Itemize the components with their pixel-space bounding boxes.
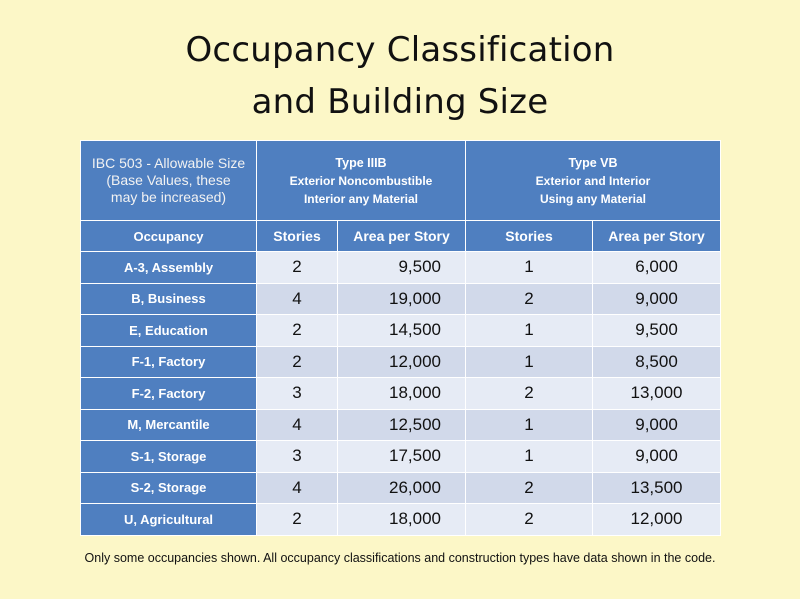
- area-vb-cell: 12,000: [593, 504, 721, 536]
- table-row: [81, 315, 721, 347]
- area-vb-cell: 8,500: [593, 346, 721, 378]
- type-iiib-desc: Interior any Material: [303, 191, 419, 206]
- corner-line: may be increased): [110, 189, 227, 205]
- table-row: [81, 252, 721, 284]
- area-vb-cell: 9,000: [593, 441, 721, 473]
- stories-vb-cell: 1: [466, 346, 593, 378]
- occupancy-cell: E, Education: [81, 315, 257, 347]
- type-vb-desc: Exterior and Interior: [535, 173, 651, 188]
- column-header-area-vb: Area per Story: [593, 221, 721, 252]
- table-row: [81, 378, 721, 410]
- table-header-row: [81, 141, 721, 221]
- stories-vb-cell: 1: [466, 252, 593, 284]
- occupancy-cell: A-3, Assembly: [81, 252, 257, 284]
- column-header-stories-iiib: Stories: [257, 221, 338, 252]
- table-body: [81, 252, 721, 536]
- table-row: [81, 472, 721, 504]
- stories-iiib-cell: 2: [257, 252, 338, 284]
- area-iiib-cell: 26,000: [338, 472, 466, 504]
- area-iiib-cell: 18,000: [338, 378, 466, 410]
- occupancy-cell: F-2, Factory: [81, 378, 257, 410]
- stories-vb-cell: 2: [466, 283, 593, 315]
- table-row: [81, 346, 721, 378]
- area-vb-cell: 9,000: [593, 409, 721, 441]
- type-iiib-name: Type IIIB: [335, 155, 387, 170]
- stories-vb-cell: 1: [466, 315, 593, 347]
- area-vb-cell: 9,500: [593, 315, 721, 347]
- area-iiib-cell: 14,500: [338, 315, 466, 347]
- slide-title-line-1: Occupancy Classification: [185, 30, 615, 70]
- stories-iiib-cell: 4: [257, 472, 338, 504]
- occupancy-cell: U, Agricultural: [81, 504, 257, 536]
- stories-iiib-cell: 4: [257, 409, 338, 441]
- table-corner-caption: [81, 141, 257, 221]
- occupancy-cell: S-2, Storage: [81, 472, 257, 504]
- column-header-stories-vb: Stories: [466, 221, 593, 252]
- stories-iiib-cell: 3: [257, 378, 338, 410]
- table-row: [81, 409, 721, 441]
- occupancy-cell: B, Business: [81, 283, 257, 315]
- type-iiib-header: [257, 141, 466, 221]
- table-row: [81, 504, 721, 536]
- type-iiib-desc: Exterior Noncombustible: [289, 173, 433, 188]
- table-row: [81, 441, 721, 473]
- column-header-area-iiib: Area per Story: [338, 221, 466, 252]
- table-row: [81, 283, 721, 315]
- area-vb-cell: 6,000: [593, 252, 721, 284]
- stories-iiib-cell: 2: [257, 346, 338, 378]
- occupancy-cell: S-1, Storage: [81, 441, 257, 473]
- column-header-row: [81, 221, 721, 252]
- stories-iiib-cell: 3: [257, 441, 338, 473]
- area-iiib-cell: 19,000: [338, 283, 466, 315]
- stories-vb-cell: 2: [466, 504, 593, 536]
- area-vb-cell: 13,500: [593, 472, 721, 504]
- stories-iiib-cell: 2: [257, 504, 338, 536]
- area-vb-cell: 9,000: [593, 283, 721, 315]
- stories-iiib-cell: 2: [257, 315, 338, 347]
- area-iiib-cell: 9,500: [338, 252, 466, 284]
- column-header-occupancy: Occupancy: [81, 221, 257, 252]
- occupancy-cell: M, Mercantile: [81, 409, 257, 441]
- corner-line: (Base Values, these: [106, 172, 231, 188]
- area-iiib-cell: 12,500: [338, 409, 466, 441]
- area-vb-cell: 13,000: [593, 378, 721, 410]
- type-vb-desc: Using any Material: [539, 191, 647, 206]
- stories-vb-cell: 1: [466, 441, 593, 473]
- stories-vb-cell: 2: [466, 472, 593, 504]
- occupancy-cell: F-1, Factory: [81, 346, 257, 378]
- area-iiib-cell: 17,500: [338, 441, 466, 473]
- area-iiib-cell: 18,000: [338, 504, 466, 536]
- slide-title-line-2: and Building Size: [251, 82, 549, 122]
- type-vb-name: Type VB: [568, 155, 618, 170]
- stories-vb-cell: 2: [466, 378, 593, 410]
- stories-iiib-cell: 4: [257, 283, 338, 315]
- type-vb-header: [466, 141, 721, 221]
- corner-line: IBC 503 - Allowable Size: [91, 155, 246, 171]
- stories-vb-cell: 1: [466, 409, 593, 441]
- area-iiib-cell: 12,000: [338, 346, 466, 378]
- allowable-size-table: [80, 140, 721, 536]
- footnote: Only some occupancies shown. All occupancy classifications and construction types have data shown in the code.: [84, 551, 716, 565]
